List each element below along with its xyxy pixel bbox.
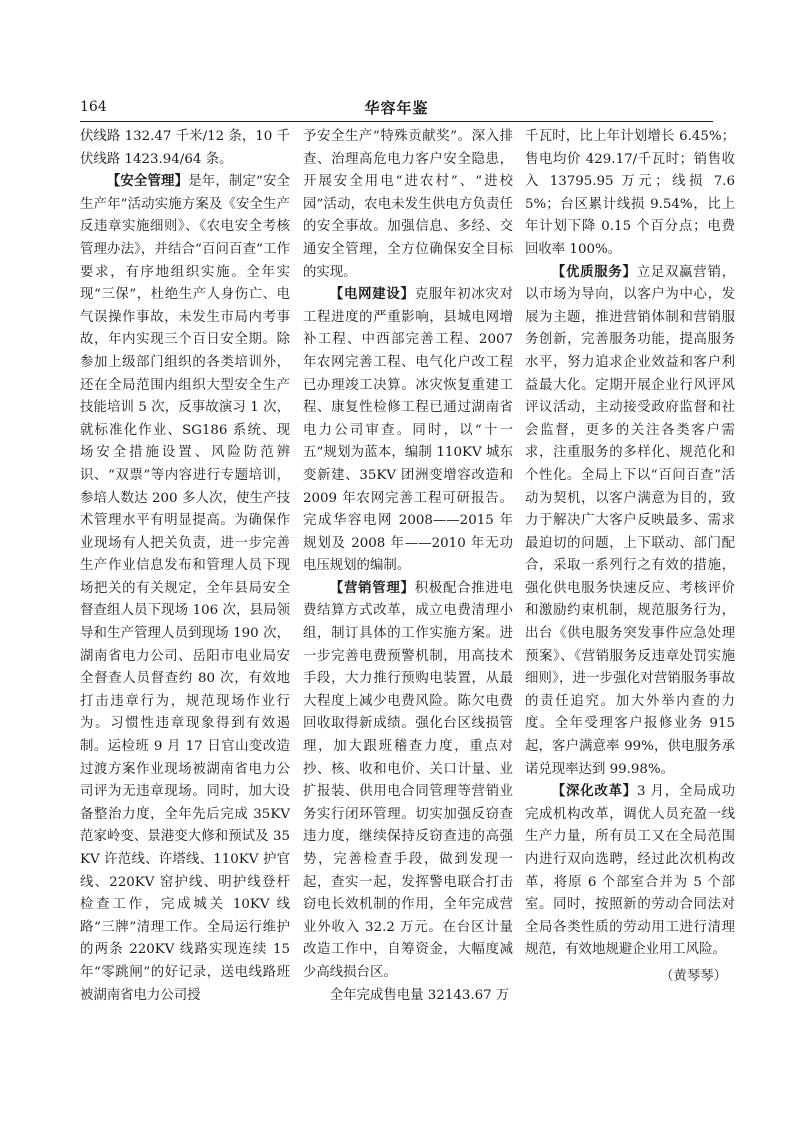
- paragraph-safety-management: [80, 171, 290, 1007]
- section-tag-marketing-management: 【营销管理】: [329, 580, 415, 596]
- paragraph-continued: 伏线路 132.47 千米/12 条，10 千伏线路 1423.94/64 条。: [80, 129, 290, 167]
- running-title: 华容年鉴: [364, 99, 429, 117]
- paragraph-text: 3 月，全局成功完成机构改革，调优人员充盈一线生产力量，所有员工又在全局范围内进行双向选聘，经过此次机构改革，将原 6 个部室合并为 5 个部室。同时，按照新的劳动合同法对全局各类性质的劳动用工进行清理规范，有效地规避企业用工风险。: [525, 784, 736, 958]
- paragraph-sales-volume: 全年完成售电量 32143.67 万: [329, 987, 510, 1003]
- author-credit: （黄琴琴）: [660, 968, 727, 984]
- paragraph-text: 积极配合推进电费结算方式改革，成立电费清理小组，制订具体的工作实施方案。进一步完善电费预警机制，用高技术手段，大力推行预购电装置，从最大程度上减少电费风险。陈欠电费回收取得新成绩。强化台区线损管理，加大跟班稽查力度，重点对抄、核、收和电价、关口计量、业扩报装、供用电合同管理等营销业务实行闭环管理。切实加强反窃查违力度，继续保持反窃查违的高强势，完善检查手段，做到发现一起，查实一起，发挥警电联合打击窃电长效机制的作用，全年完成营业外收入 32.2 万元。在台区计量改造工作中，自筹资金，大幅度减少高线损台区。: [303, 580, 513, 980]
- header-rule: [80, 121, 713, 122]
- column-2: [303, 126, 513, 1007]
- paragraph-marketing-management: [303, 578, 513, 985]
- paragraph-text: 克服年初冰灾对工程进度的严重影响，县城电网增补工程、中西部完善工程、2007 年农网完善工程、电气化户改工程已办理竣工决算。冰灾恢复重建工程、康复性检修工程已通过湖南省电力公司审查。同时，以“十一五”规划为蓝本，编制 110KV 城东变新建、35KV 团洲变增容改造和2009 年农网完善工程可研报告。完成华容电网 2008——2015 年规划及 2008 年——2010 年无功电压规划的编制。: [303, 287, 513, 574]
- paragraph-deepen-reform: [525, 781, 735, 962]
- column-3: [525, 126, 735, 989]
- paragraph-text: 立足双赢营销，以市场为导向，以客户为中心，发展为主题，推进营销体制和营销服务创新，完善服务功能，提高服务水平，努力追求企业效益和客户利益最大化。定期开展企业行风评风评议活动，主动接受政府监督和社会监督，更多的关注各类客户需求，注重服务的多样化、规范化和个性化。全局上下以“百问百查”活动为契机，以客户满意为目的，致力于解决广大客户反映最多、需求最迫切的问题，上下联动、部门配合，采取一系列行之有效的措施，强化供电服务快速反应、考核评价和激励约束机制，规范服务行为，出台《供电服务突发事件应急处理预案》、《营销服务反违章处罚实施细则》，进一步强化对营销服务事故的责任追究。加大外举内查的力度。全年受理客户报修业务 915 起，客户满意率 99%，供电服务承诺兑现率达到 99.98%。: [525, 264, 735, 777]
- paragraph-continued: 予安全生产“特殊贡献奖”。深入排查、治理高危电力客户安全隐患，开展安全用电“进农村”、“进校园”活动，农电未发生供电方负责任的安全事故。加强信息、多经、交通安全管理，全方位确保安全目标的实现。: [303, 129, 513, 280]
- section-tag-grid-construction: 【电网建设】: [329, 287, 415, 303]
- paragraph-text: 是年，制定“安全生产年”活动实施方案及《安全生产反违章实施细则》、《农电安全考核管理办法》，并结合“百问百查”工作要求，有序地组织实施。全年实现“三保”，杜绝生产人身伤亡、电气误操作事故，未发生市局内考事故，年内实现三个百日安全期。除参加上级部门组织的各类培训外，还在全局范围内组织大型安全生产技能培训 5 次，反事故演习 1 次，就标准化作业、SG186 系统、现场安全措施设置、风险防范辨识、“双票”等内容进行专题培训，参培人数达 200 多人次，使生产技术管理水平有明显提高。为确保作业现场有人把关负责，进一步完善生产作业信息发布和管理人员下现场把关的有关规定，全年县局安全督查组人员下现场 106 次，县局领导和生产管理人员到现场 190 次，湖南省电力公司、岳阳市电业局安全督查人员督查约 80 次，有效地打击违章行为，规范现场作业行为。习惯性违章现象得到有效遏制。运检班 9 月 17 日官山变改造过渡方案作业现场被湖南省电力公司评为无违章现场。同时，加大设备整治力度，全年先后完成 35KV 范家岭变、景港变大修和预试及 35KV 许范线、许塔线、110KV 护官线、220KV 窑护线、明护线登杆检查工作，完成城关 10KV 线路“三牌”清理工作。全局运行维护的两条 220KV 线路实现连续 15 年“零跳闸”的好记录，送电线路班被湖南省电力公司授: [80, 174, 290, 1003]
- section-tag-safety-management: 【安全管理】: [106, 174, 189, 190]
- paragraph-grid-construction: [303, 284, 513, 578]
- page-number: 164: [80, 99, 107, 115]
- paragraph-continued: 千瓦时，比上年计划增长 6.45%；售电均价 429.17/千瓦时；销售收入 13795.95 万元；线损 7.65%；台区累计线损 9.54%，比上年计划下降 0.15 个百分点；电费回收率 100%。: [525, 129, 735, 257]
- column-1: [80, 126, 290, 1007]
- page-header: [80, 97, 713, 119]
- section-tag-quality-service: 【优质服务】: [551, 264, 637, 280]
- paragraph-quality-service: [525, 262, 735, 782]
- section-tag-deepen-reform: 【深化改革】: [551, 784, 638, 800]
